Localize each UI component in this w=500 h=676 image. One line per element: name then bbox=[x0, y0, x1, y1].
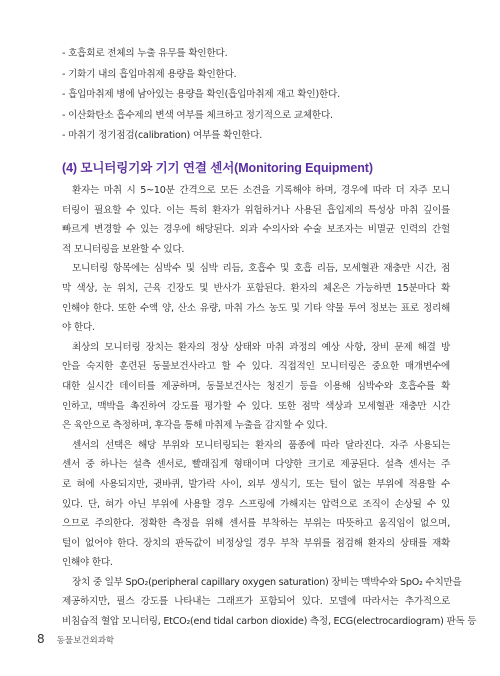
text-line: 비침습적 혈압 모니터링, EtCO₂(end tidal carbon dioxide) 측정, ECG(electrocardiogram) 판독 등 bbox=[62, 616, 477, 628]
checklist-item: - 기화기 내의 흡입마취제 용량을 확인한다. bbox=[62, 68, 237, 80]
checklist bbox=[62, 44, 462, 147]
body-text bbox=[62, 181, 477, 632]
text-line: 적 모니터링을 보완할 수 있다. bbox=[62, 243, 185, 255]
paragraph bbox=[62, 338, 450, 436]
text-line: 인해야 한다. 또한 수액 양, 산소 유량, 마취 가스 농도 및 기타 약물 투여 정보는 표로 정리해 bbox=[62, 302, 450, 314]
text-line: 모니터링 항목에는 심박수 및 심박 리듬, 호흡수 및 호흡 리듬, 모세혈관 재충만 시간, 점 bbox=[72, 263, 450, 275]
text-line: 터링이 필요할 수 있다. 이는 특히 환자가 위험하거나 사용된 흡입제의 특성상 마취 깊이를 bbox=[62, 204, 450, 216]
section-title: (4) 모니터링기와 기기 연결 센서(Monitoring Equipment) bbox=[62, 161, 373, 175]
text-line: 환자는 마취 시 5~10분 간격으로 모든 소견을 기록해야 하며, 경우에 따라 더 자주 모니 bbox=[72, 185, 450, 196]
text-line: 인하고, 맥박을 촉진하여 강도를 평가할 수 있다. 또한 점막 색상과 모세혈관 재충만 시간 bbox=[62, 400, 450, 412]
checklist-item: - 이산화탄소 흡수제의 변색 여부를 체크하고 정기적으로 교체한다. bbox=[62, 109, 333, 121]
checklist-item: - 흡입마취제 병에 남아있는 용량을 확인(흡입마취제 재고 확인)한다. bbox=[62, 89, 340, 101]
text-line: 대한 실시간 데이터를 제공하며, 동물보건사는 청진기 등을 이용해 심박수와 호흡수를 확 bbox=[62, 380, 450, 392]
text-line: 있다. 단, 혀가 아닌 부위에 사용할 경우 스프링에 가해지는 압력으로 조직이 손상될 수 있 bbox=[62, 498, 450, 510]
paragraph bbox=[62, 259, 450, 337]
text-line: 은 육안으로 측정하며, 후각을 통해 마취제 누출을 감지할 수 있다. bbox=[62, 420, 328, 432]
text-line: 로 혀에 사용되지만, 귓바퀴, 발가락 사이, 외부 생식기, 또는 털이 없는 부위에 적용할 수 bbox=[62, 478, 450, 490]
paragraph bbox=[62, 436, 450, 573]
text-line: 야 한다. bbox=[62, 322, 95, 334]
checklist-item: - 호흡회로 전체의 누출 유무를 확인한다. bbox=[62, 48, 228, 59]
running-title: 동물보건외과학 bbox=[56, 636, 115, 646]
paragraph bbox=[62, 573, 477, 632]
text-line: 장치 중 일부 SpO₂(peripheral capillary oxygen saturation) 장비는 맥박수와 SpO₂ 수치만을 bbox=[72, 576, 462, 588]
page-number: 8 bbox=[37, 632, 45, 646]
paragraph bbox=[62, 181, 450, 259]
text-line: 빠르게 변경할 수 있는 경우에 해당된다. 외과 수의사와 수술 보조자는 비멸균 인력의 간헐 bbox=[62, 224, 450, 236]
text-line: 센서 중 하나는 설측 센서로, 빨래집게 형태이며 다양한 크기로 제공된다. 설측 센서는 주 bbox=[62, 459, 450, 471]
text-line: 인해야 한다. bbox=[62, 557, 113, 569]
text-line: 제공하지만, 필스 강도를 나타내는 그래프가 포함되어 있다. 모델에 따라서는 추가적으로 bbox=[62, 596, 450, 608]
checklist-item: - 마취기 정기점검(calibration) 여부를 확인한다. bbox=[62, 130, 263, 142]
text-line: 막 색상, 눈 위치, 근육 긴장도 및 반사가 포함된다. 환자의 체온은 가능하면 15분마다 확 bbox=[62, 282, 450, 294]
text-line: 최상의 모니터링 장치는 환자의 정상 상태와 마취 과정의 예상 사항, 장비 문제 해결 방 bbox=[72, 341, 450, 353]
page-footer bbox=[37, 632, 114, 646]
text-line: 털이 없어야 한다. 장치의 판독값이 비정상일 경우 부착 부위를 점검해 환자의 상태를 재확 bbox=[62, 537, 450, 549]
text-line: 안을 숙지한 훈련된 동물보건사라고 할 수 있다. 직접적인 모니터링은 중요한 매개변수에 bbox=[62, 361, 450, 373]
text-line: 으므로 주의한다. 정확한 측정을 위해 센서를 부착하는 부위는 따뜻하고 움직임이 없으며, bbox=[62, 518, 450, 530]
text-line: 센서의 선택은 해당 부위와 모니터링되는 환자의 품종에 따라 달라진다. 자주 사용되는 bbox=[72, 439, 450, 451]
